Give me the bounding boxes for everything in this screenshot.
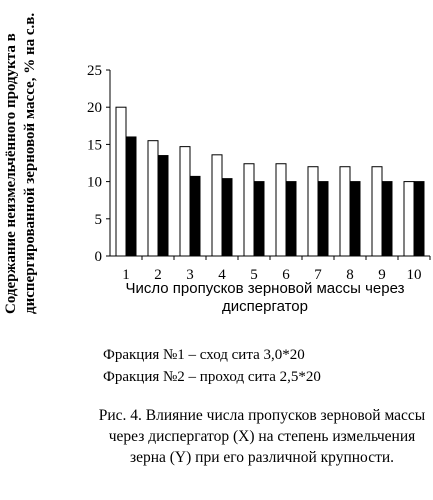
bar-series-1-cat-10: [404, 182, 414, 256]
x-tick-label: 1: [122, 267, 130, 283]
x-tick-label: 4: [218, 267, 226, 283]
bar-series-1-cat-1: [116, 107, 126, 256]
bar-series-1-cat-9: [372, 167, 382, 256]
x-tick-label: 2: [154, 267, 162, 283]
y-tick-label: 25: [87, 63, 102, 79]
bar-series-1-cat-5: [244, 164, 254, 256]
y-tick-label: 5: [94, 211, 102, 228]
x-tick-label: 8: [346, 267, 354, 283]
legend-item-fraction-1: Фракция №1 – сход сита 3,0*20: [103, 347, 305, 363]
x-axis-label: Число пропусков зерновой массы через диспергатор: [125, 280, 405, 315]
figure-caption: Рис. 4. Влияние числа пропусков зерновой массы через диспергатор (X) на степень измельчения зерна (Y) при его различной крупности.: [98, 407, 426, 466]
bar-series-2-cat-3: [190, 176, 200, 256]
y-tick-label: 10: [87, 174, 102, 191]
x-tick-label: 7: [314, 267, 322, 283]
bar-series-2-cat-5: [254, 182, 264, 256]
bar-series-1-cat-6: [276, 164, 286, 256]
y-tick-label: 20: [87, 100, 102, 117]
y-axis-label: Содержание неизмельчённого продукта в диспергированной зерновой массе, % на с.в.: [3, 12, 38, 314]
bar-series-1-cat-7: [308, 167, 318, 256]
legend: [103, 344, 321, 388]
bar-series-2-cat-2: [158, 156, 168, 256]
x-tick-label: 9: [378, 267, 386, 283]
x-tick-label: 6: [282, 267, 290, 283]
bar-series-1-cat-3: [180, 147, 190, 256]
bar-series-2-cat-9: [382, 182, 392, 256]
bar-series-2-cat-4: [222, 179, 232, 256]
x-tick-label: 10: [406, 267, 422, 283]
bar-series-1-cat-8: [340, 167, 350, 256]
bar-series-2-cat-1: [126, 137, 136, 256]
x-tick-label: 5: [250, 267, 258, 283]
x-tick-label: 3: [186, 267, 194, 283]
bar-series-1-cat-2: [148, 141, 158, 256]
y-tick-label: 0: [94, 249, 102, 265]
bar-series-2-cat-8: [350, 182, 360, 256]
y-tick-label: 15: [87, 137, 102, 154]
bar-series-2-cat-7: [318, 182, 328, 256]
legend-item-fraction-2: Фракция №2 – проход сита 2,5*20: [103, 369, 321, 385]
bar-series-2-cat-10: [414, 182, 424, 256]
bar-series-2-cat-6: [286, 182, 296, 256]
bar-series-1-cat-4: [212, 155, 222, 256]
